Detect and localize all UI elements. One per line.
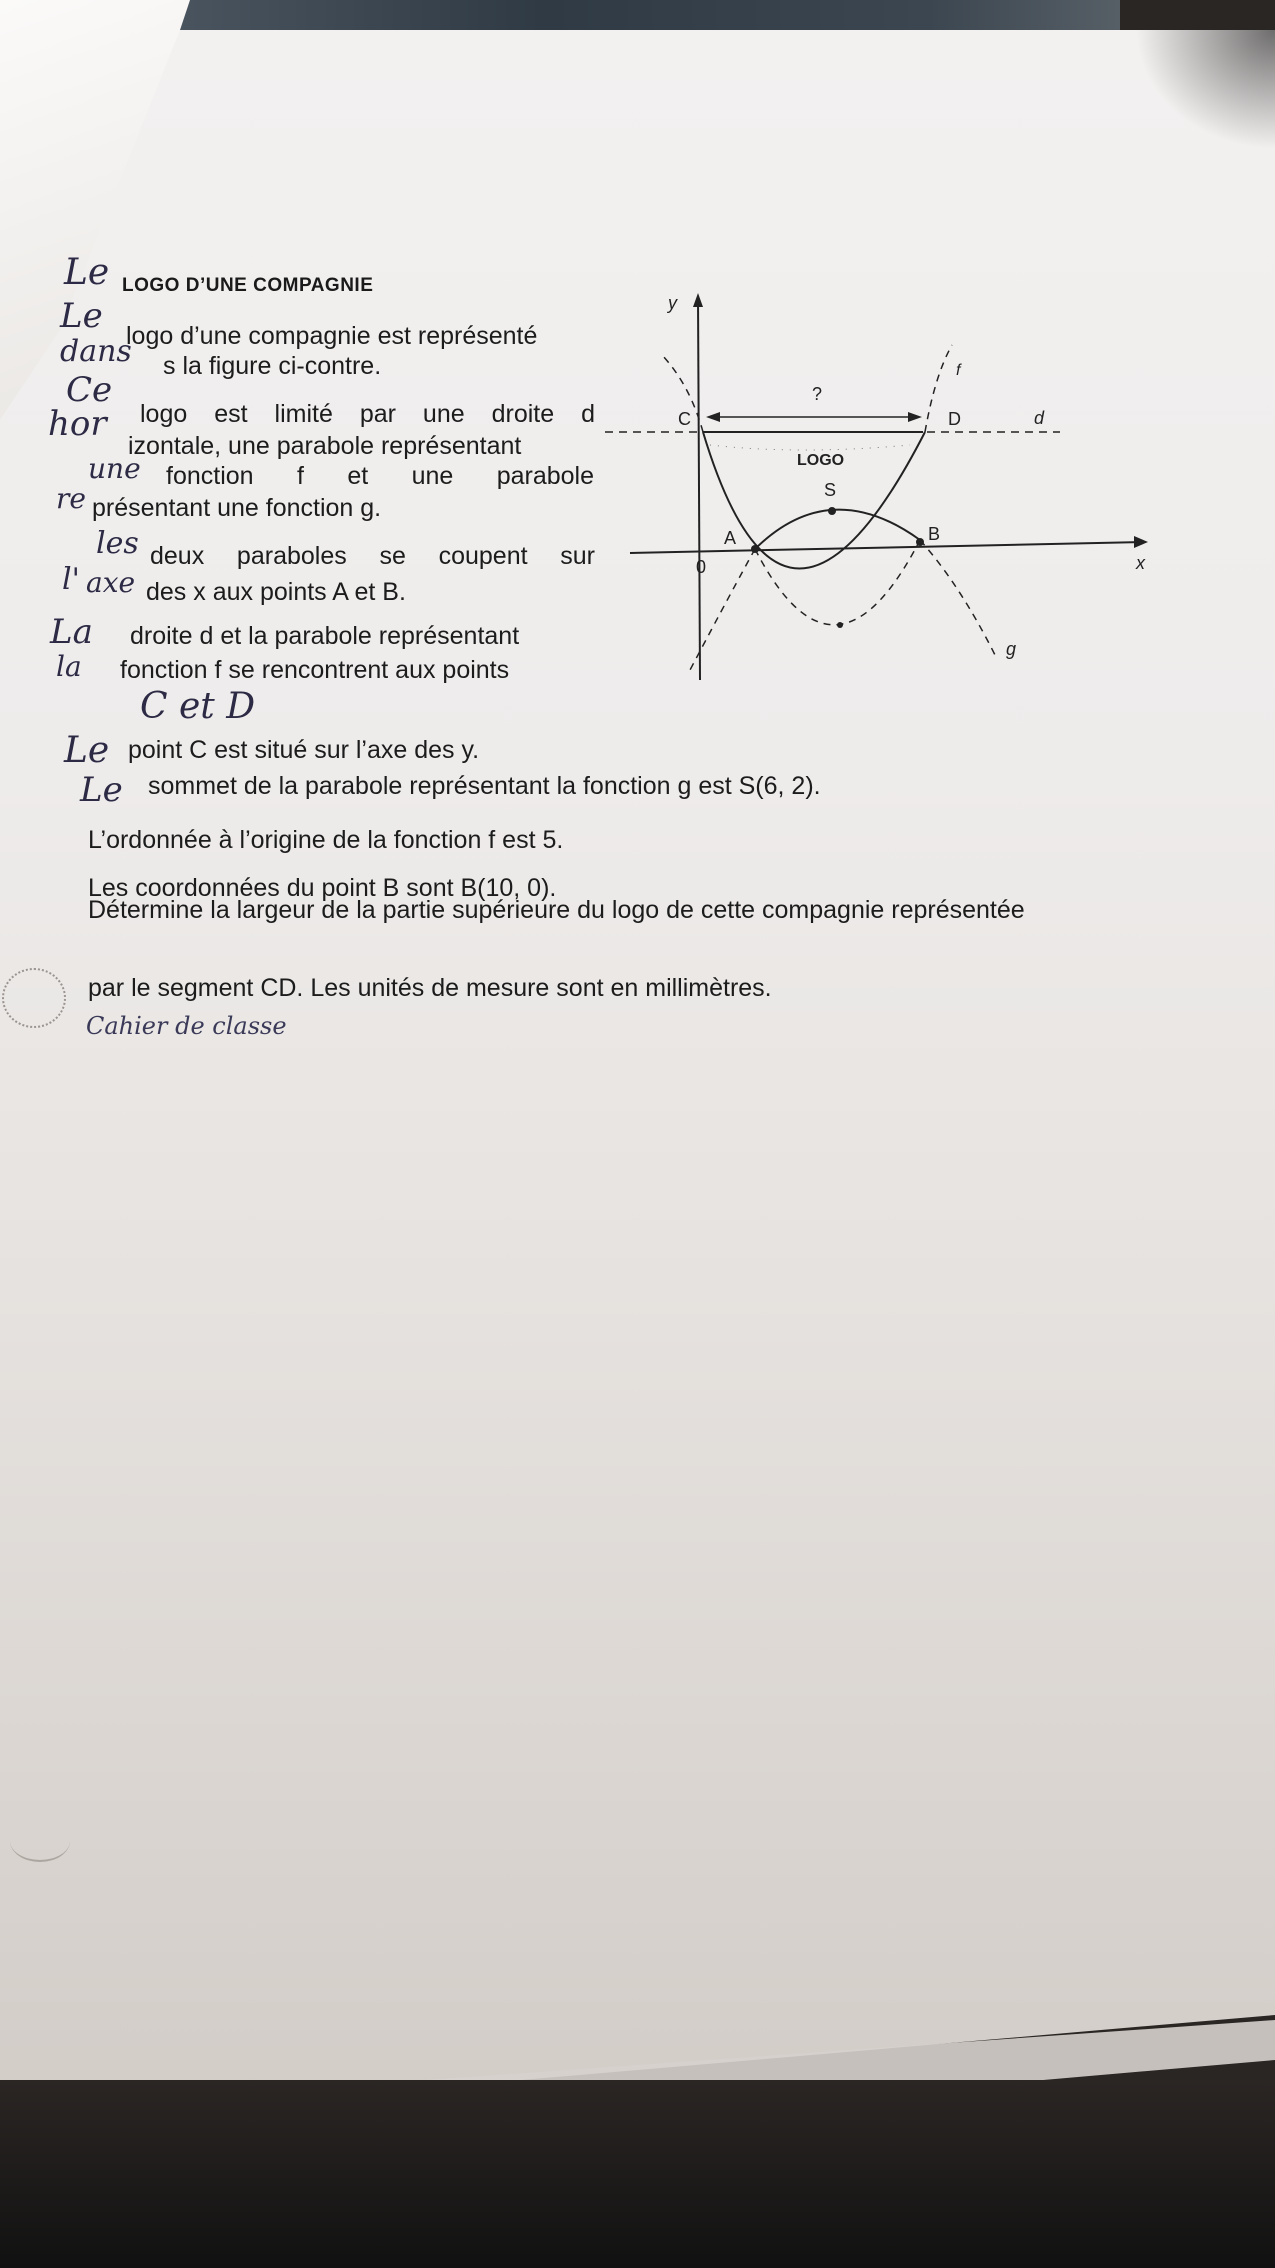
line-ordonnee: L’ordonnée à l’origine de la fonction f est 5. <box>88 826 564 854</box>
p4-line2: fonction f se rencontrent aux points <box>120 656 510 684</box>
handwritten-answer-c-d: C et D <box>140 686 256 727</box>
handwritten-axe: axe <box>86 566 136 599</box>
logo-label: LOGO <box>797 452 845 469</box>
handwritten-p6-le: Le <box>80 770 123 810</box>
p2-line1: logo est limité par une droite d <box>140 400 595 428</box>
y-axis-arrow <box>693 293 703 307</box>
origin-label: 0 <box>696 557 707 577</box>
label-s: S <box>824 480 837 500</box>
handwritten-p5-le: Le <box>64 730 110 771</box>
line-segment-cd: par le segment CD. Les unités de mesure sont en millimètres. <box>88 974 772 1002</box>
logo-fill-dots <box>710 445 910 450</box>
label-f: f <box>956 362 961 379</box>
x-axis <box>630 542 1145 553</box>
y-axis <box>698 297 700 680</box>
point-b <box>916 538 924 546</box>
handwritten-la2: la <box>56 650 82 683</box>
label-b: B <box>928 524 941 544</box>
question-mark: ? <box>812 384 823 404</box>
handwritten-les: les <box>96 526 139 561</box>
p3-line1: deux paraboles se coupent sur <box>150 542 595 570</box>
line-point-c: point C est situé sur l’axe des y. <box>128 736 480 764</box>
p2-line3: fonction f et une parabole <box>166 462 594 490</box>
table-surface <box>0 2080 1275 2268</box>
stain-mark <box>2 968 66 1028</box>
label-a: A <box>724 528 737 548</box>
x-axis-arrow <box>1134 536 1148 548</box>
handwritten-p2-prefix: Ce <box>66 370 113 410</box>
paper-mark <box>10 1820 70 1862</box>
handwritten-une: une <box>88 452 141 485</box>
label-c: C <box>678 409 691 429</box>
document-title: LOGO D’UNE COMPAGNIE <box>122 275 374 296</box>
x-axis-label: x <box>1136 553 1145 573</box>
p4-line1: droite d et la parabole représentant <box>130 622 520 650</box>
parabola-g <box>755 510 920 549</box>
measure-arrow-right <box>908 412 922 422</box>
handwritten-l: l' <box>62 562 80 597</box>
point-a <box>751 545 759 553</box>
p2-line2: izontale, une parabole représentant <box>128 432 522 460</box>
label-g: g <box>1006 639 1017 659</box>
handwritten-dans: dans <box>60 334 132 369</box>
page-shadow <box>1135 30 1275 150</box>
vertex-g-dot <box>837 622 843 628</box>
point-s <box>828 507 836 515</box>
p2-line4: présentant une fonction g. <box>92 494 382 522</box>
line-sommet: sommet de la parabole représentant la fonction g est S(6, 2). <box>148 772 821 800</box>
handwritten-title-prefix: Le <box>64 252 110 293</box>
handwritten-p1-prefix: Le <box>60 296 103 336</box>
handwritten-re: re <box>56 482 86 515</box>
parabola-g-dashed-right <box>920 540 995 655</box>
handwritten-la: La <box>50 612 93 652</box>
handwritten-cahier-de-classe: Cahier de classe <box>86 1012 287 1040</box>
p3-line2: des x aux points A et B. <box>146 578 406 606</box>
p1-line2: s la figure ci-contre. <box>163 352 382 380</box>
p1-line1: logo d’une compagnie est représenté <box>126 322 538 350</box>
y-axis-label: y <box>668 293 677 313</box>
label-d: d <box>1034 408 1045 428</box>
line-point-b: Les coordonnées du point B sont B(10, 0). <box>88 874 557 902</box>
logo-figure <box>600 285 1160 685</box>
measure-arrow-left <box>706 412 720 422</box>
handwritten-horizontal: hor <box>48 404 107 444</box>
label-d-point: D <box>948 409 961 429</box>
line-determine: Détermine la largeur de la partie supérieure du logo de cette compagnie représentée <box>88 896 1025 924</box>
